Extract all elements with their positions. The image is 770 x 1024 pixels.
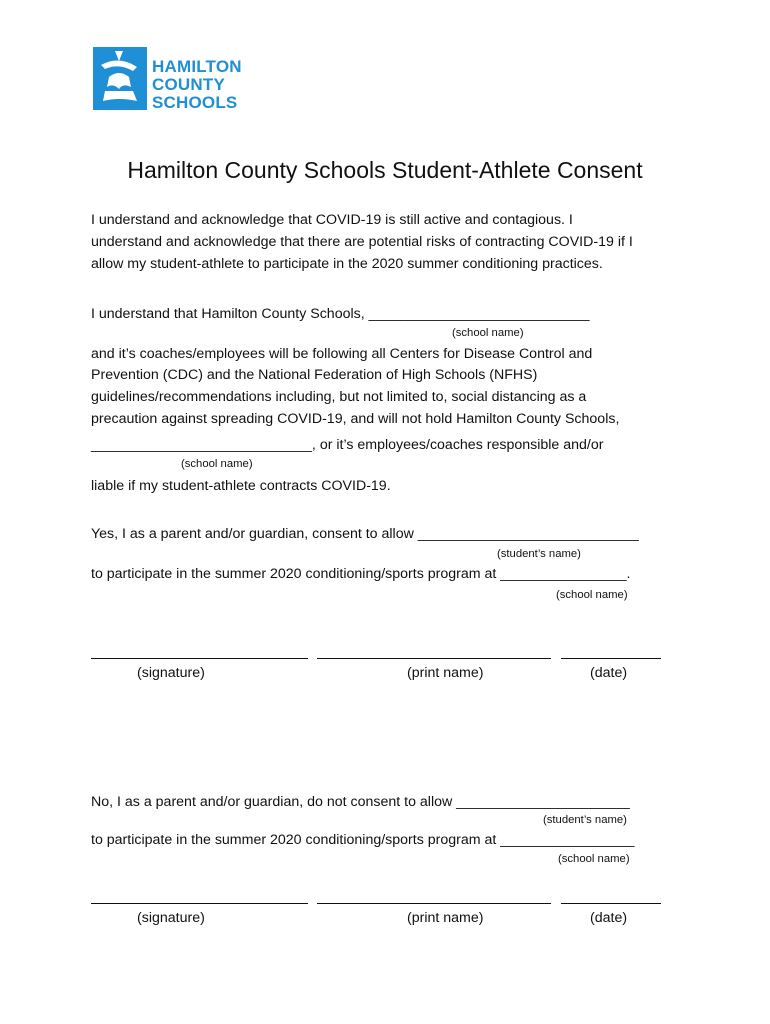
consent-no-line-1[interactable]: No, I as a parent and/or guardian, do not consent to allow ______________________ bbox=[91, 794, 630, 810]
consent-yes-line-1[interactable]: Yes, I as a parent and/or guardian, consent to allow ____________________________ bbox=[91, 526, 639, 542]
school-name-blank-1[interactable]: ____________________________ bbox=[368, 306, 590, 322]
consent-yes-signature-line[interactable] bbox=[91, 658, 308, 659]
consent-yes-date-line[interactable] bbox=[561, 658, 661, 659]
consent-no-signature-line[interactable] bbox=[91, 903, 308, 904]
consent-yes-date-label: (date) bbox=[590, 665, 628, 681]
school-name-blank-2-line[interactable]: ____________________________, or it’s employees/coaches responsible and/or bbox=[91, 437, 604, 453]
para2-line-1: and it’s coaches/employees will be following all Centers for Disease Control and bbox=[91, 346, 593, 362]
school-name-caption-1: (school name) bbox=[452, 327, 524, 339]
consent-no-student-caption: (student’s name) bbox=[543, 814, 627, 826]
logo-text-line2: COUNTY bbox=[152, 75, 225, 94]
consent-yes-signature-label: (signature) bbox=[137, 665, 205, 681]
para2-lead-text: I understand that Hamilton County Schools, bbox=[91, 306, 369, 322]
consent-no-signature-label: (signature) bbox=[137, 910, 205, 926]
consent-no-line-2[interactable]: to participate in the summer 2020 conditioning/sports program at _________________ bbox=[91, 832, 635, 848]
para2-line-3: guidelines/recommendations including, but not limited to, social distancing as a bbox=[91, 389, 587, 405]
consent-no-print-name-line[interactable] bbox=[317, 903, 551, 904]
consent-yes-school-caption: (school name) bbox=[556, 589, 628, 601]
consent-no-date-line[interactable] bbox=[561, 903, 661, 904]
consent-yes-print-name-line[interactable] bbox=[317, 658, 551, 659]
logo-text-line3: SCHOOLS bbox=[152, 93, 238, 112]
district-logo-mark bbox=[93, 47, 147, 110]
athlete-silhouette-icon bbox=[93, 47, 147, 110]
para2-line-2: Prevention (CDC) and the National Federation of High Schools (NFHS) bbox=[91, 367, 538, 383]
para2-line-4: precaution against spreading COVID-19, and will not hold Hamilton County Schools, bbox=[91, 411, 620, 427]
consent-no-date-label: (date) bbox=[590, 910, 628, 926]
consent-no-school-caption: (school name) bbox=[558, 853, 630, 865]
school-name-caption-2: (school name) bbox=[181, 458, 253, 470]
logo-text-line1: HAMILTON bbox=[152, 57, 242, 76]
consent-yes-student-caption: (student’s name) bbox=[497, 548, 581, 560]
consent-no-print-name-label: (print name) bbox=[407, 910, 484, 926]
intro-line-1: I understand and acknowledge that COVID-19 is still active and contagious. I bbox=[91, 212, 573, 228]
intro-line-3: allow my student-athlete to participate in the 2020 summer conditioning practices. bbox=[91, 256, 603, 272]
para2-lead bbox=[91, 303, 590, 325]
consent-yes-line-2[interactable]: to participate in the summer 2020 conditioning/sports program at ________________. bbox=[91, 566, 631, 582]
page-title: Hamilton County Schools Student-Athlete Consent bbox=[127, 157, 643, 183]
para2-last-line: liable if my student-athlete contracts COVID-19. bbox=[91, 478, 391, 494]
intro-line-2: understand and acknowledge that there are potential risks of contracting COVID-19 if I bbox=[91, 234, 633, 250]
consent-yes-print-name-label: (print name) bbox=[407, 665, 484, 681]
